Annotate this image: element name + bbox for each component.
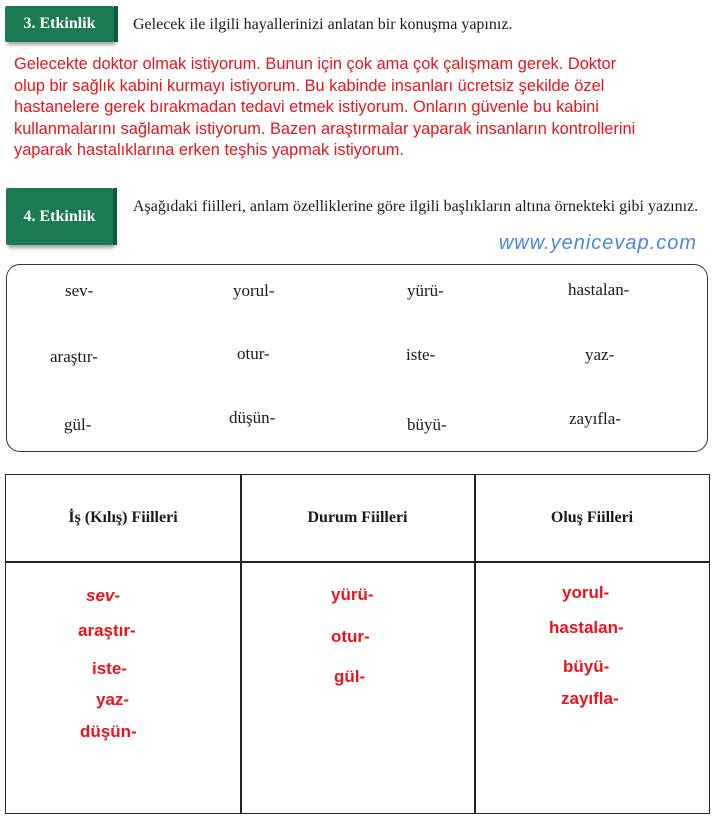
becoming-verb: yorul- (562, 583, 610, 602)
action-verb: sev- (86, 586, 121, 605)
state-verb: gül- (334, 667, 366, 686)
verb-item: sev- (65, 281, 94, 300)
activity-3-answer (14, 54, 694, 162)
verb-item: gül- (64, 415, 92, 434)
becoming-verb: hastalan- (549, 618, 624, 637)
header-divider (6, 561, 709, 563)
activity-4-badge-label: 4. Etkinlik (23, 207, 96, 225)
header-becoming-verbs: Oluş Fiilleri (550, 509, 634, 526)
category-table (5, 474, 710, 814)
activity-4-badge (6, 188, 113, 245)
activity-3-badge-label: 3. Etkinlik (23, 15, 96, 32)
answer-line: yaparak hastalıklarına erken teşhis yapmak istiyorum. (14, 141, 404, 159)
verb-item: iste- (406, 345, 436, 364)
verb-item: hastalan- (568, 280, 630, 299)
answer-line: hastanelere gerek bırakmadan tedavi etmek istiyorum. Onların güvenle bu kabini (14, 98, 599, 116)
verb-item: araştır- (50, 347, 98, 366)
state-verb: otur- (331, 627, 370, 646)
action-verb: yaz- (96, 690, 130, 709)
activity-3-instruction: Gelecek ile ilgili hayallerinizi anlatan bir konuşma yapınız. (133, 16, 513, 33)
verb-item: büyü- (407, 415, 447, 434)
action-verb: araştır- (78, 621, 136, 640)
verb-item: zayıfla- (569, 409, 621, 428)
verb-list-box (6, 264, 708, 452)
verb-item: düşün- (229, 408, 276, 427)
watermark: www.yenicevap.com (498, 232, 697, 254)
becoming-verb: büyü- (563, 657, 610, 676)
state-verb: yürü- (331, 585, 374, 604)
becoming-verb: zayıfla- (561, 689, 619, 708)
verb-item: yorul- (233, 281, 275, 300)
activity-4-instruction: Aşağıdaki fiilleri, anlam özelliklerine göre ilgili başlıkların altına örnekteki gibi yazınız. (133, 198, 699, 215)
header-state-verbs: Durum Fiilleri (307, 509, 408, 526)
action-verb: iste- (92, 659, 127, 678)
action-verb: düşün- (80, 722, 137, 741)
activity-3-badge (5, 6, 114, 42)
answer-line: kullanmalarını sağlamak istiyorum. Bazen araştırmalar yaparak insanların kontrollerini (14, 119, 636, 138)
verb-item: otur- (237, 344, 270, 363)
answer-line: Gelecekte doktor olmak istiyorum. Bunun için çok ama çok çalışmam gerek. Doktor (14, 55, 617, 73)
answer-line: olup bir sağlık kabini kurmayı istiyorum. Bu kabinde insanları ücretsiz şekilde özel (14, 76, 605, 95)
verb-item: yaz- (585, 345, 615, 364)
header-action-verbs: İş (Kılış) Fiilleri (68, 509, 178, 526)
verb-item: yürü- (407, 281, 444, 300)
